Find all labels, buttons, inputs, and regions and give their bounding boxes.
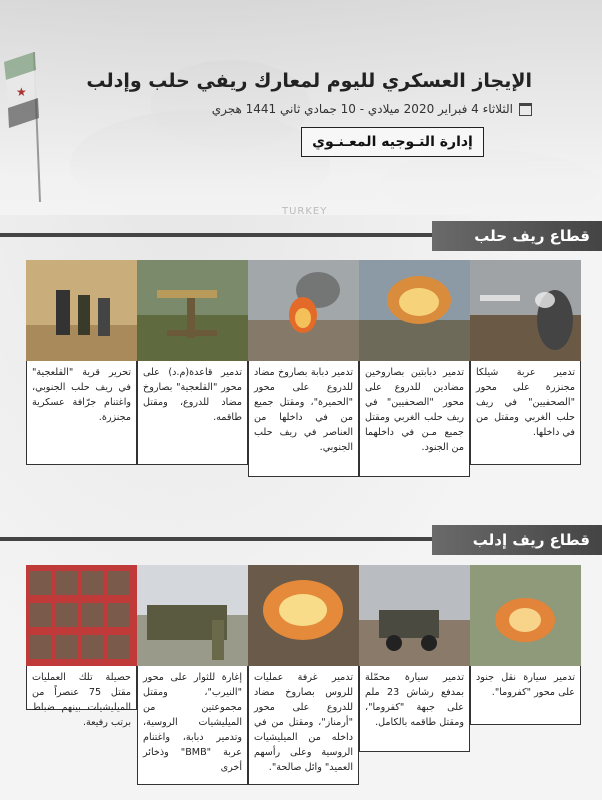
idlib-sector-line <box>0 537 450 541</box>
card-caption: تدمير قاعدة(م.د) على محور "القلعجية" بصاروخ مضاد للدروع، ومقتل طاقمه. <box>137 361 248 465</box>
revolution-flag-icon <box>4 52 42 202</box>
card-caption: حصيلة تلك العمليات مقتل 75 عنصراً من الميليشيات بينهم ضباط برتب رفيعة. <box>26 666 137 710</box>
aleppo-sector-line <box>0 233 450 237</box>
aleppo-card-3 <box>248 260 359 477</box>
aleppo-card-1 <box>470 260 581 465</box>
card-caption: تدمير دبابتين بصاروخين مضادين للدروع على محور "الصحفيين" في ريف حلب الغربي ومقتل جميع مـن في داخلهما من الجنود. <box>359 361 470 477</box>
operations-room-explosion-image <box>248 565 359 666</box>
aleppo-sector-heading: قطاع ريف حلب <box>432 221 602 251</box>
tank-explosion-image <box>248 260 359 361</box>
atgm-launch-image <box>470 260 581 361</box>
idlib-card-1 <box>470 565 581 725</box>
card-caption: تدمير عربة شيلكا مجنزرة على محور "الصحفيين" في ريف حلب الغربي ومقتل من في داخلها. <box>470 361 581 465</box>
idlib-card-4 <box>137 565 248 785</box>
idlib-card-3 <box>248 565 359 785</box>
idlib-card-2 <box>359 565 470 752</box>
vehicle-explosion-image <box>470 565 581 666</box>
card-caption: إغارة للثوار على محور "النيرب"، ومقتل مجموعتين من الميليشيات الروسية، وتدمير دبابة، واغتنام عربة "BMB" وذخائر أخرى <box>137 666 248 785</box>
idlib-sector-heading: قطاع ريف إدلب <box>432 525 602 555</box>
aleppo-card-2 <box>359 260 470 477</box>
map-label: TURKEY <box>282 206 328 215</box>
casualties-grid-image <box>26 565 137 666</box>
card-caption: تحرير قرية "القلعجية" في ريف حلب الجنوبي، واغتنام جرّافة عسكرية مجنزرة. <box>26 361 137 465</box>
card-caption: تدمير سيارة محمّلة بمدفع رشاش 23 ملم على جبهة "كفروما"، ومقتل طاقمه بالكامل. <box>359 666 470 752</box>
aleppo-card-4 <box>137 260 248 465</box>
destroyed-vehicle-image <box>359 565 470 666</box>
aleppo-card-5 <box>26 260 137 465</box>
date-row <box>52 102 532 116</box>
idlib-card-5 <box>26 565 137 728</box>
page-title: الإيجاز العسكري لليوم لمعارك ريفي حلب وإدلب <box>86 70 532 92</box>
card-caption: تدمير دبابة بصاروخ مضاد للدروع على محور "الحميرة"، ومقتل جميع من في داخلها من العناصر في ريف حلب الجنوبي. <box>248 361 359 477</box>
calendar-icon <box>519 103 532 116</box>
fighters-image <box>26 260 137 361</box>
captured-launcher-image <box>137 260 248 361</box>
explosion-image <box>359 260 470 361</box>
captured-bmp-image <box>137 565 248 666</box>
card-caption: تدمير سيارة نقل جنود على محور "كفروما". <box>470 666 581 725</box>
date-text: الثلاثاء 4 فبراير 2020 ميلادي - 10 جمادي ثاني 1441 هجري <box>211 102 513 116</box>
department-label: إدارة التـوجيه المعـنـوي <box>301 127 484 157</box>
svg-text:★: ★ <box>16 85 27 99</box>
card-caption: تدمير غرفة عمليات للروس بصاروخ مضاد للدروع على محور "أرمناز"، ومقتل من في داخله من الميليشيات الروسية وعلى رأسهم العميد" وائل صالحة". <box>248 666 359 785</box>
